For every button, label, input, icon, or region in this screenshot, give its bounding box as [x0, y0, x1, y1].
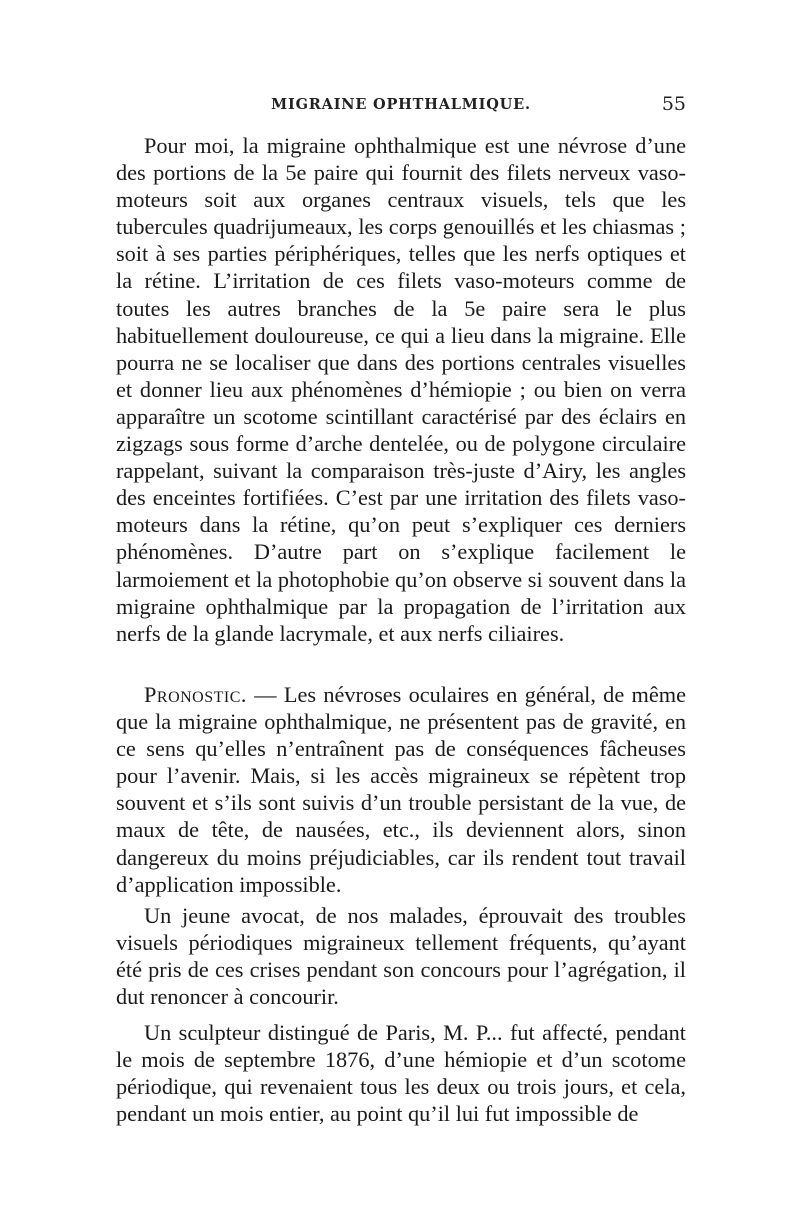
paragraph-1: Pour moi, la migraine ophthalmique est une névrose d’une des portions de la 5e paire qui fournit des filets nerveux vaso-moteurs soit aux organes centraux visuels, tels que les tubercules quadrijumeaux, les corps genouillés et les chiasmas ; soit à ses parties périphériques, telles que les nerfs optiques et la rétine. L’irritation de ces filets vaso-moteurs comme de toutes les autres branches de la 5e paire sera le plus habituellement douloureuse, ce qui a lieu dans la migraine. Elle pourra ne se localiser que dans des portions centrales visuelles et donner lieu aux phénomènes d’hémiopie ; ou bien on verra apparaître un scotome scintillant caractérisé par des éclairs en zigzags sous forme d’arche dentelée, ou de polygone circulaire rappelant, suivant la comparaison très-juste d’Airy, les angles des enceintes fortifiées. C’est par une irritation des filets vaso-moteurs dans la rétine, qu’on peut s’expliquer ces derniers phénomènes. D’autre part on s’explique facilement le larmoiement et la photophobie qu’on observe si souvent dans la migraine ophthalmique par la propagation de l’irritation aux nerfs de la glande lacrymale, et aux nerfs ciliaires. — [116, 133, 686, 646]
running-head — [116, 93, 686, 120]
paragraph-block-2 — [116, 681, 686, 898]
section-heading-pronostic: Pronostic. — [144, 682, 247, 707]
paragraph-3: Un jeune avocat, de nos malades, éprouvait des troubles visuels périodiques migraineux tellement fréquents, qu’ayant été pris de ces crises pendant son concours pour l’agrégation, il dut renoncer à concourir. — [116, 903, 686, 1010]
running-title: MIGRAINE OPHTHALMIQUE. — [271, 96, 531, 113]
paragraph-4: Un sculpteur distingué de Paris, M. P... fut affecté, pendant le mois de septembre 1876, d’une hémiopie et d’un scotome périodique, qui revenaient tous les deux ou trois jours, et cela, pendant un mois entier, au point qu’il lui fut impossible de — [116, 1020, 686, 1127]
paragraph-block-1 — [116, 132, 686, 647]
paragraph-block-3 — [116, 902, 686, 1010]
paragraph-2-text: — Les névroses oculaires en général, de même que la migraine ophthalmique, ne présentent pas de gravité, en ce sens qu’elles n’entraînent pas de conséquences fâcheuses pour l’avenir. Mais, si les accès migraineux se répètent trop souvent et s’ils sont suivis d’un trouble persistant de la vue, de maux de tête, de nausées, etc., ils deviennent alors, sinon dangereux du moins préjudiciables, car ils rendent tout travail d’application impossible. — [116, 682, 686, 897]
paragraph-block-4 — [116, 1019, 686, 1127]
page-number: 55 — [661, 93, 686, 115]
paragraph-2 — [116, 681, 686, 898]
